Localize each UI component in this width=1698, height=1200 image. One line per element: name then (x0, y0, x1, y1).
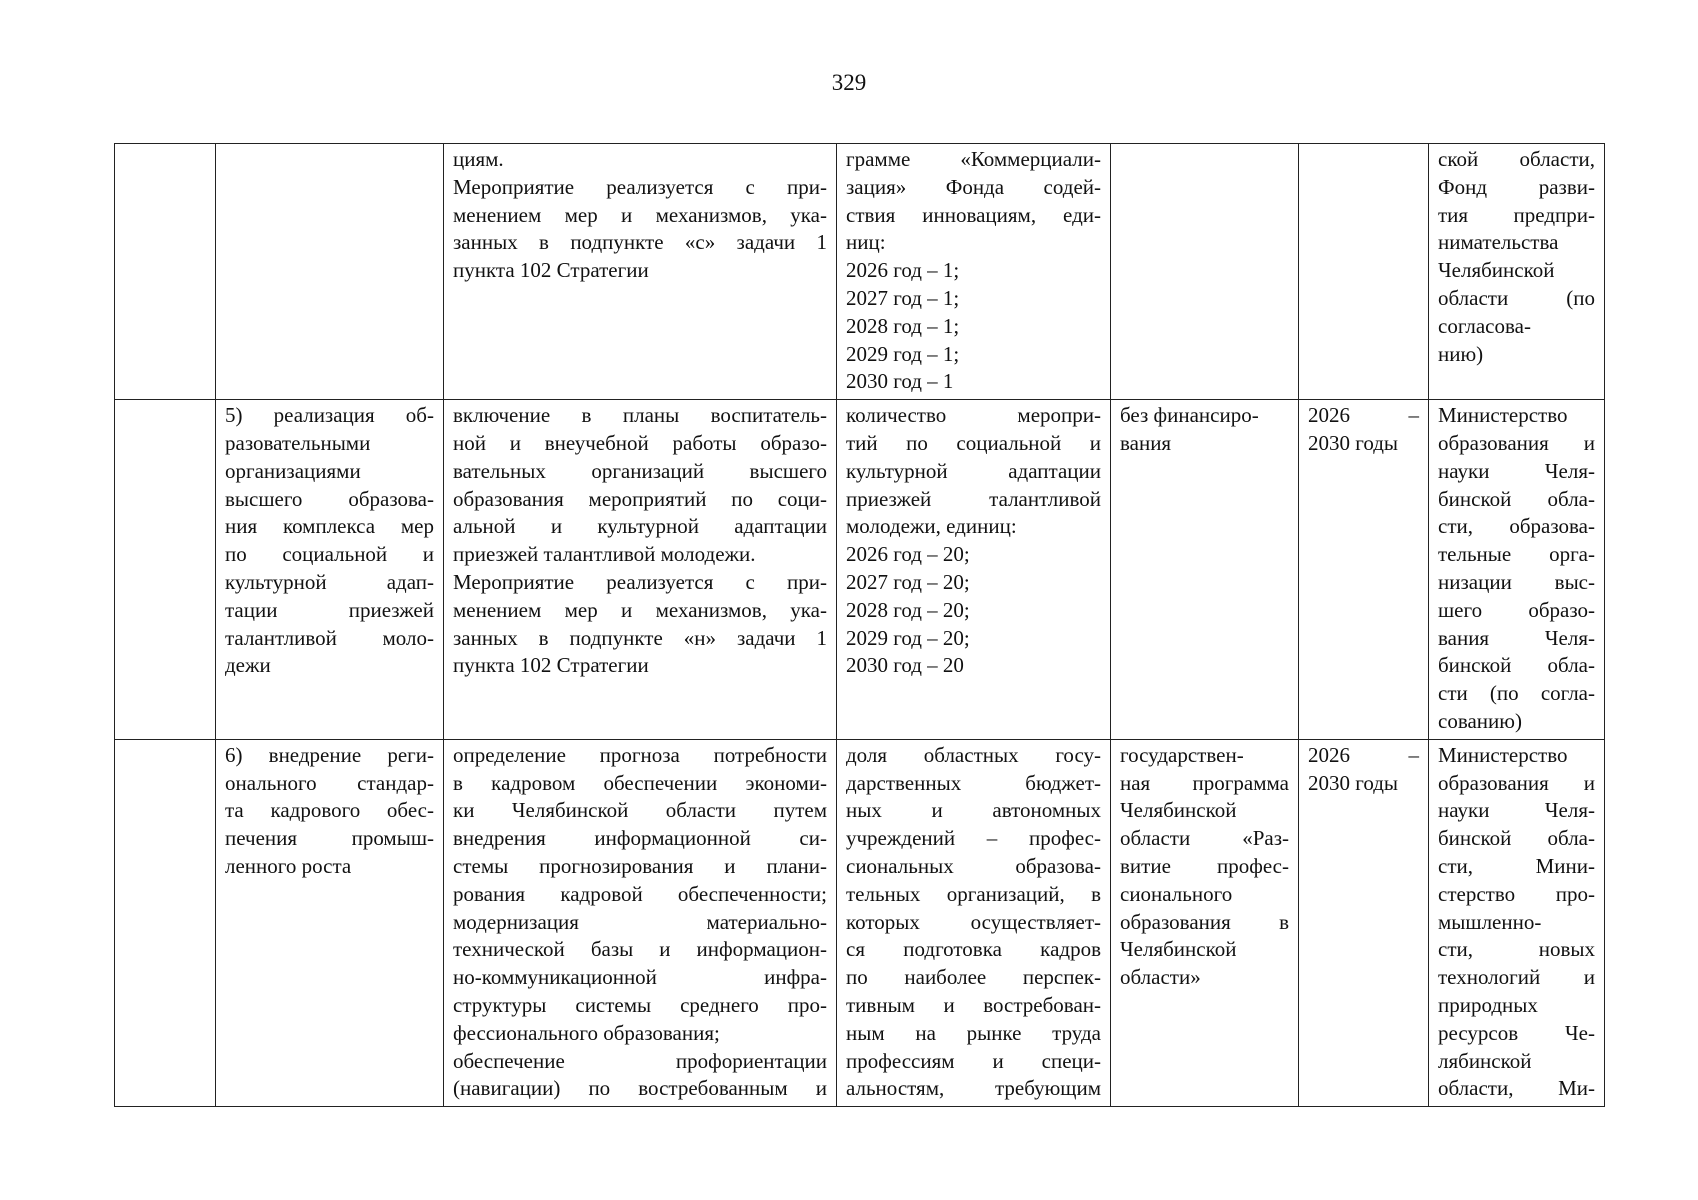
cell-text-line: дарственных бюджет- (846, 770, 1101, 795)
cell-text-line: зация» Фонда содей- (846, 174, 1101, 199)
cell-text-line: включение в планы воспитатель- (453, 403, 827, 428)
cell-text-line: 2030 годы (1308, 770, 1399, 795)
cell-text-line: менением мер и механизмов, ука- (453, 597, 827, 622)
cell-text-line: науки Челя- (1438, 798, 1595, 823)
cell-text-line: 2027 год – 20; (846, 569, 970, 594)
cell-text-line: Министерство (1438, 742, 1568, 767)
cell-text-line: нию) (1438, 341, 1484, 366)
cell-text-line: сованию) (1438, 708, 1522, 733)
cell-text-line: технологий и (1438, 965, 1595, 990)
cell-text-line: альностям, требующим (846, 1076, 1101, 1101)
page-number: 329 (831, 70, 867, 95)
cell-text-line: сти, образова- (1438, 514, 1595, 539)
cell-text-line: сти (по согла- (1438, 681, 1595, 706)
cell-text-line: тации приезжей (225, 597, 434, 622)
cell-text-line: Мероприятие реализуется с при- (453, 174, 827, 199)
cell-text-line: витие профес- (1120, 853, 1289, 878)
cell-text-line: обеспечение профориентации (453, 1048, 827, 1073)
cell-text-line: культурной адап- (225, 569, 434, 594)
cell-text-line: 2029 год – 20; (846, 625, 970, 650)
cell-text-line: дежи (225, 653, 271, 678)
cell-text-line: печения промыш- (225, 826, 434, 851)
cell-responsible (1429, 739, 1605, 1106)
cell-number (115, 400, 216, 740)
cell-text-line: 2028 год – 1; (846, 313, 960, 338)
cell-text-line: ниц: (846, 230, 886, 255)
cell-text-line: Челябинской (1120, 798, 1237, 823)
cell-text-line: по социальной и (225, 542, 434, 567)
cell-text-line: низации выс- (1438, 569, 1595, 594)
cell-text-line: организациями (225, 458, 361, 483)
cell-text-line: области» (1120, 965, 1201, 990)
cell-text-line: циям. (453, 147, 504, 171)
cell-text-line: сти, новых (1438, 937, 1595, 962)
cell-task (216, 144, 444, 400)
cell-text-line: образования и (1438, 770, 1595, 795)
cell-indicator (837, 739, 1111, 1106)
cell-text-line: сиональных образова- (846, 853, 1101, 878)
cell-text-line: согласова- (1438, 313, 1531, 338)
table-row (115, 739, 1605, 1106)
cell-text-line: области (по (1438, 285, 1595, 310)
cell-text-line: внедрения информационной си- (453, 826, 827, 851)
cell-text-line: ная программа (1120, 770, 1289, 795)
cell-text-line: профессиям и специ- (846, 1048, 1101, 1073)
cell-text-line: ресурсов Че- (1438, 1020, 1595, 1045)
cell-number (115, 144, 216, 400)
cell-text-line: тий по социальной и (846, 430, 1101, 455)
cell-text-line: альной и культурной адаптации (453, 514, 827, 539)
cell-text-line: образования и (1438, 430, 1595, 455)
cell-indicator (837, 144, 1111, 400)
cell-text-line: науки Челя- (1438, 458, 1595, 483)
cell-text-line: 2029 год – 1; (846, 341, 960, 366)
cell-text-line: тельных организаций, в (846, 881, 1101, 906)
cell-text-line: без финансиро- (1120, 403, 1259, 428)
cell-indicator (837, 400, 1111, 740)
cell-text-line: ным на рынке труда (846, 1020, 1101, 1045)
cell-responsible (1429, 144, 1605, 400)
cell-measure (444, 400, 837, 740)
cell-text-line: приезжей талантливой молодежи. (453, 542, 756, 567)
cell-funding (1111, 400, 1299, 740)
cell-text-line: бинской обла- (1438, 653, 1595, 678)
cell-text-line: вательных организаций высшего (453, 458, 827, 483)
cell-period (1299, 144, 1429, 400)
cell-period (1299, 739, 1429, 1106)
cell-text-line: по наиболее перспек- (846, 965, 1101, 990)
cell-text-line: занных в подпункте «н» задачи 1 (453, 625, 827, 650)
cell-responsible (1429, 400, 1605, 740)
cell-text-line: стерство про- (1438, 881, 1595, 906)
cell-text-line: 2026 год – 1; (846, 258, 960, 283)
cell-text-line: вания Челя- (1438, 625, 1595, 650)
cell-text-line: 2030 год – 20 (846, 653, 964, 678)
cell-text-line: количество меропри- (846, 403, 1101, 428)
cell-text-line: молодежи, единиц: (846, 514, 1017, 539)
cell-text-line: бинской обла- (1438, 486, 1595, 511)
cell-text-line: онального стандар- (225, 770, 434, 795)
cell-text-line: учреждений – профес- (846, 826, 1101, 851)
cell-text-line: образования мероприятий по соци- (453, 486, 827, 511)
cell-text-line: области, Ми- (1438, 1076, 1595, 1101)
cell-text-line: ся подготовка кадров (846, 937, 1101, 962)
cell-text-line: государствен- (1120, 742, 1244, 767)
table-row (115, 400, 1605, 740)
cell-text-line: мышленно- (1438, 909, 1542, 934)
cell-text-line: (навигации) по востребованным и (453, 1076, 827, 1101)
cell-funding (1111, 739, 1299, 1106)
cell-measure (444, 739, 837, 1106)
cell-text-line: модернизация материально- (453, 909, 827, 934)
cell-text-line: грамме «Коммерциали- (846, 147, 1101, 171)
cell-text-line: нимательства (1438, 230, 1559, 255)
cell-text-line: ных и автономных (846, 798, 1101, 823)
cell-text-line: занных в подпункте «с» задачи 1 (453, 230, 827, 255)
cell-text-line: в кадровом обеспечении экономи- (453, 770, 827, 795)
cell-text-line: но-коммуникационной инфра- (453, 965, 827, 990)
cell-text-line: фессионального образования; (453, 1020, 720, 1045)
cell-number (115, 739, 216, 1106)
cell-task (216, 400, 444, 740)
cell-text-line: культурной адаптации (846, 458, 1101, 483)
cell-text-line: 6) внедрение реги- (225, 742, 434, 767)
cell-text-line: Мероприятие реализуется с при- (453, 569, 827, 594)
cell-text-line: ной и внеучебной работы образо- (453, 430, 827, 455)
cell-text-line: ской области, (1438, 147, 1595, 171)
cell-text-line: 2027 год – 1; (846, 285, 960, 310)
cell-text-line: стемы прогнозирования и плани- (453, 853, 827, 878)
cell-text-line: структуры системы среднего про- (453, 992, 827, 1017)
cell-text-line: 2026 – (1308, 403, 1419, 428)
cell-measure (444, 144, 837, 400)
cell-text-line: доля областных госу- (846, 742, 1101, 767)
cell-text-line: которых осуществляет- (846, 909, 1101, 934)
cell-text-line: 2030 год – 1 (846, 369, 954, 394)
cell-text-line: вания (1120, 430, 1172, 455)
cell-text-line: шего образо- (1438, 597, 1595, 622)
cell-text-line: рования кадровой обеспеченности; (453, 881, 827, 906)
cell-text-line: Министерство (1438, 403, 1568, 428)
cell-text-line: 2028 год – 20; (846, 597, 970, 622)
cell-text-line: сионального (1120, 881, 1233, 906)
cell-text-line: Челябинской (1438, 258, 1555, 283)
cell-text-line: пункта 102 Стратегии (453, 258, 649, 283)
cell-text-line: приезжей талантливой (846, 486, 1101, 511)
cell-text-line: та кадрового обес- (225, 798, 434, 823)
cell-task (216, 739, 444, 1106)
cell-text-line: 2026 год – 20; (846, 542, 970, 567)
cell-period (1299, 400, 1429, 740)
cell-text-line: ки Челябинской области путем (453, 798, 827, 823)
cell-text-line: определение прогноза потребности (453, 742, 827, 767)
cell-text-line: менением мер и механизмов, ука- (453, 202, 827, 227)
cell-text-line: пункта 102 Стратегии (453, 653, 649, 678)
cell-text-line: тельные орга- (1438, 542, 1595, 567)
measures-table (114, 143, 1605, 1107)
cell-text-line: ленного роста (225, 853, 352, 878)
cell-text-line: ния комплекса мер (225, 514, 434, 539)
cell-text-line: области «Раз- (1120, 826, 1289, 851)
cell-text-line: 2030 годы (1308, 430, 1399, 455)
cell-text-line: тивным и востребован- (846, 992, 1101, 1017)
cell-text-line: высшего образова- (225, 486, 434, 511)
cell-text-line: сти, Мини- (1438, 853, 1595, 878)
cell-text-line: ствия инновациям, еди- (846, 202, 1101, 227)
cell-text-line: образования в (1120, 909, 1289, 934)
cell-text-line: технической базы и информацион- (453, 937, 827, 962)
table-row (115, 144, 1605, 400)
cell-text-line: 5) реализация об- (225, 403, 434, 428)
cell-text-line: Фонд разви- (1438, 174, 1595, 199)
cell-text-line: 2026 – (1308, 742, 1419, 767)
cell-text-line: природных (1438, 992, 1538, 1017)
cell-text-line: тия предпри- (1438, 202, 1595, 227)
cell-text-line: Челябинской (1120, 937, 1237, 962)
cell-text-line: лябинской (1438, 1048, 1532, 1073)
cell-text-line: талантливой моло- (225, 625, 434, 650)
cell-funding (1111, 144, 1299, 400)
cell-text-line: разовательными (225, 430, 371, 455)
cell-text-line: бинской обла- (1438, 826, 1595, 851)
